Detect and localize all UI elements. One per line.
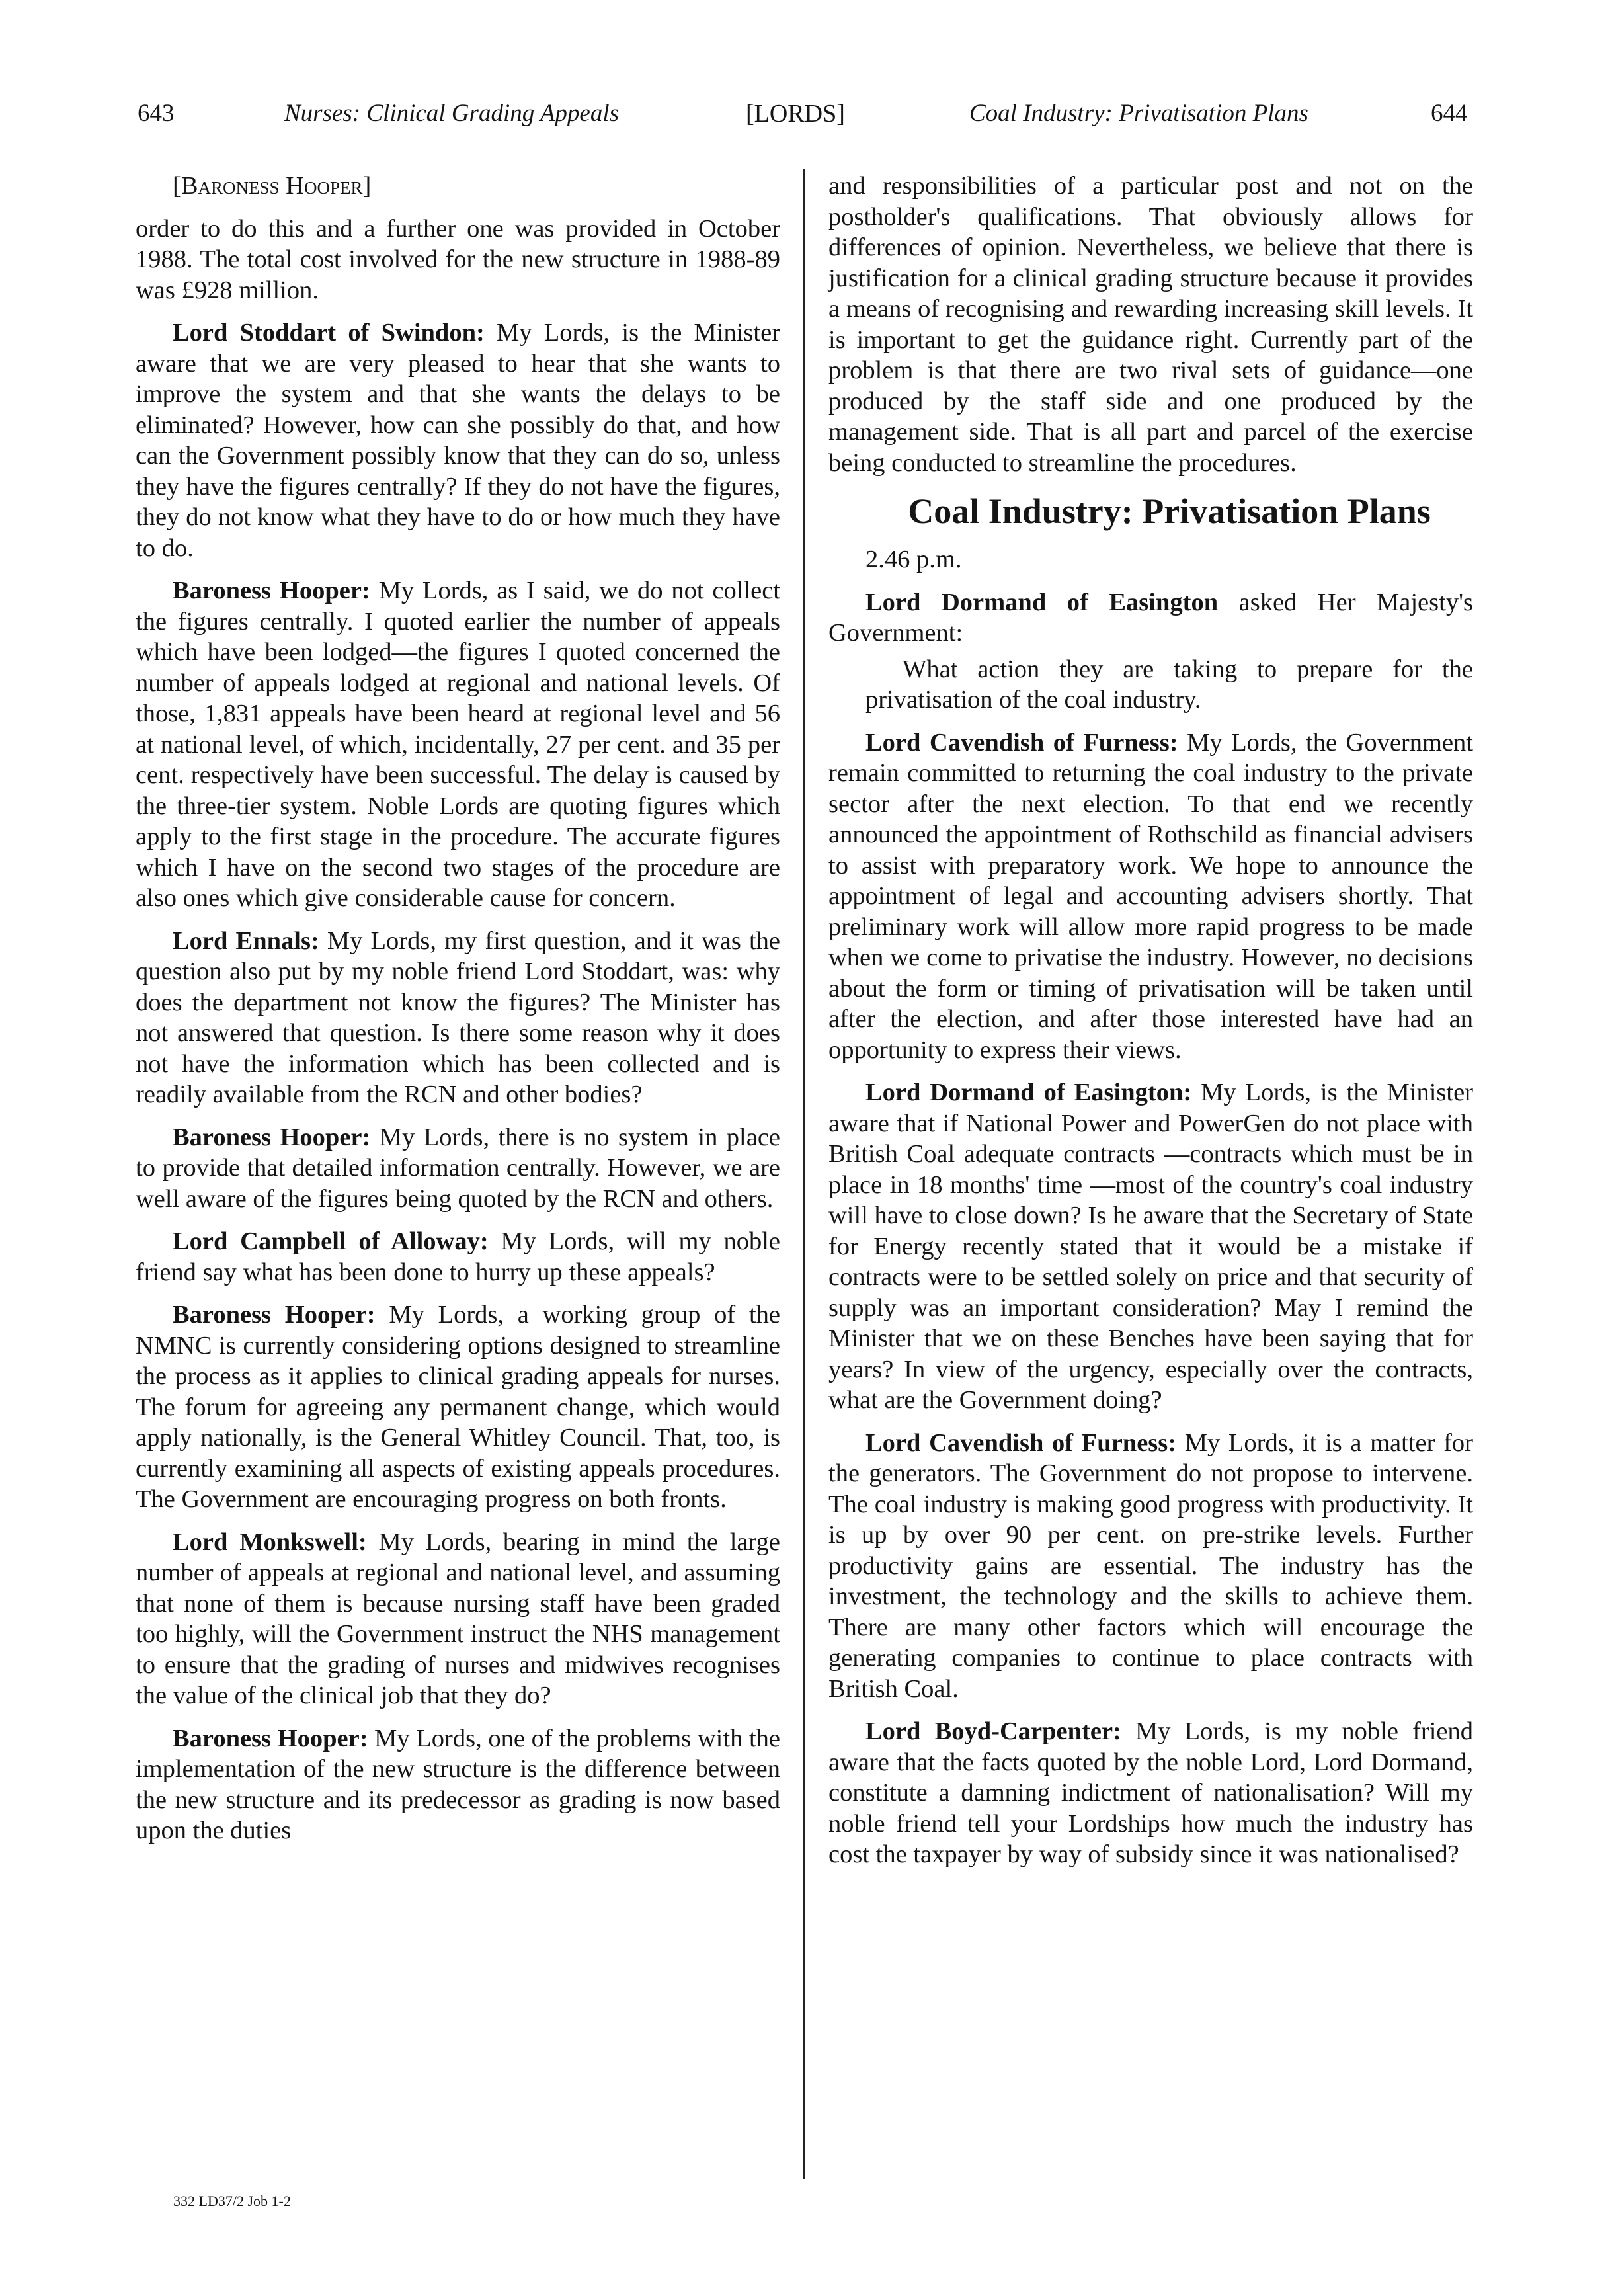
speech-text: My Lords, a working group of the NMNC is currently considering options designed to streamline the process as it applies to clinical grading appeals for nurses. The forum for agreeing any permanent change, which would apply nationally, is the General Whitley Council. That, too, is currently examining all aspects of existing appeals procedures. The Government are encouraging progress on both fronts. [136,1301,780,1513]
question-text: What action they are taking to prepare for the privatisation of the coal industry. [865,655,1473,714]
speaker-name: Baroness Hooper: [173,1123,371,1151]
speech-text: My Lords, the Government remain committed to returning the coal industry to the private sector after the next election. To that end we recently announced the appointment of Rothschild as financial advisers to assist with preparatory work. We hope to announce the appointment of legal and accounting advisers shortly. That preliminary work will allow more rapid progress to be made when we come to privatise the industry. However, no decisions about the form or timing of privatisation will be taken until after the election, and after those interested have had an opportunity to express their views. [828,728,1473,1064]
section-title: Coal Industry: Privatisation Plans [908,491,1431,531]
speech-text: My Lords, is the Minister aware that we are very pleased to hear that she wants to improve the system and that she wants the delays to be eliminated? However, how can she possibly do that, and how can the Government possibly know that they can do so, unless they have the figures centrally? If they do not have the figures, they do not know what they have to do or how much they have to do. [136,319,780,562]
debate-paragraph [828,1077,1473,1416]
speaker-name: Lord Dormand of Easington: [865,1079,1192,1106]
page-number-right: 644 [1431,100,1468,127]
house-label: [LORDS] [746,100,845,128]
speech-text: My Lords, as I said, we do not collect the figures centrally. I quoted earlier the number of appeals which have been lodged—the figures I quoted concerned the number of appeals lodged at regional and national levels. Of those, 1,831 appeals have been heard at regional level and 56 at national level, of which, incidentally, 27 per cent. and 35 per cent. respectively have been successful. The delay is caused by the three-tier system. Noble Lords are quoting figures which apply to the first stage in the procedure. The accurate figures which I have on the second two stages of the procedure are also ones which give considerable cause for concern. [136,577,780,912]
running-title-left: Nurses: Clinical Grading Appeals [284,100,620,127]
speech-text: My Lords, bearing in mind the large number of appeals at regional and national level, and assuming that none of them is because nursing staff have been graded too highly, will the Government instruct the NHS management to ensure that the grading of nurses and midwives recognises the value of the clinical job that they do? [136,1528,780,1709]
speaker-name: Baroness Hooper: [173,577,370,604]
speech-text: asked Her Majesty's Government: [828,588,1473,647]
debate-paragraph [828,1428,1473,1705]
speech-text: My Lords, there is no system in place to provide that detailed information centrally. However, we are well aware of the figures being quoted by the RCN and others. [136,1123,780,1213]
continuation-paragraph: and responsibilities of a particular post and not on the postholder's qualifications. That obviously allows for differences of opinion. Nevertheless, we believe that there is justification for a clinical grading structure because it provides a means of recognising and rewarding increasing skill levels. It is important to get the guidance right. Currently part of the problem is that there are two rival sets of guidance—one produced by the staff side and one produced by the management side. That is all part and parcel of the exercise being conducted to streamline the procedures. [828,172,1473,477]
speaker-name: Baroness Hooper: [173,1724,368,1752]
speaker-name: Lord Ennals: [173,926,319,955]
speaker-name: Lord Dormand of Easington [865,588,1219,616]
debate-paragraph [136,1527,780,1711]
debate-paragraph [136,317,780,563]
debate-paragraph [136,1122,780,1215]
debate-paragraph [136,214,780,306]
speech-text: My Lords, my first question, and it was the question also put by my noble friend Lord Stoddart, was: why does the department not know the figures? The Minister has not answered that question. Is there some reason why it does not have the information which has been collected and is readily available from the RCN and other bodies? [136,926,781,1108]
running-header [0,99,1608,152]
speaker-name: Baroness Hooper: [173,1301,376,1329]
running-title-right: Coal Industry: Privatisation Plans [969,100,1308,127]
debate-paragraph [828,1716,1473,1870]
speech-text: My Lords, is the Minister aware that if National Power and PowerGen do not place with British Coal adequate contracts —contracts which must be in place in 18 months' time —most of the country's coal industry will have to close down? Is he aware that the Secretary of State for Energy recently stated that it would be a mistake if contracts were to be settled solely on price and that security of supply was an important consideration? May I remind the Minister that we on these Benches have been saying that for years? In view of the urgency, especially over the contracts, what are the Government doing? [828,1079,1473,1414]
speaker-name: Lord Stoddart of Swindon: [173,319,485,347]
speech-text: order to do this and a further one was provided in October 1988. The total cost involved for the new structure in 1988-89 was £928 million. [136,214,780,304]
left-column [136,171,780,1858]
debate-paragraph [828,727,1473,1066]
debate-paragraph [136,575,780,914]
debate-paragraph [136,1299,780,1515]
debate-paragraph [136,926,780,1110]
speech-text: My Lords, will my noble friend say what has been done to hurry up these appeals? [136,1227,780,1286]
column-divider [803,169,805,2179]
speech-text: My Lords, it is a matter for the generators. The Government do not propose to intervene. The coal industry is making good progress with productivity. It is up by over 90 per cent. on pre-strike levels. Further productivity gains are essential. The industry has the investment, the technology and the skills to achieve them. There are many other factors which will encourage the generating companies to continue to place contracts with British Coal. [828,1428,1473,1703]
question-intro [828,587,1473,649]
speaker-name: Lord Monkswell: [173,1528,367,1556]
speaker-name: Lord Boyd-Carpenter: [865,1717,1121,1745]
speaker-name: Lord Campbell of Alloway: [173,1227,489,1255]
sitting-time: 2.46 p.m. [865,546,962,573]
right-column [828,171,1473,1882]
speaker-name: Lord Cavendish of Furness: [865,728,1178,757]
continuation-speaker: [Baroness Hooper] [173,172,372,200]
print-job-code: 332 LD37/2 Job 1-2 [173,2193,291,2209]
speech-text: My Lords, is my noble friend aware that the facts quoted by the noble Lord, Lord Dormand, constitute a damning indictment of nationalisation? Will my noble friend tell your Lordships how much the industry has cost the taxpayer by way of subsidy since it was nationalised? [828,1717,1473,1868]
speech-text: My Lords, one of the problems with the implementation of the new structure is the difference between the new structure and its predecessor as grading is now based upon the duties [136,1724,780,1844]
debate-paragraph [136,1723,780,1846]
page-number-left: 643 [138,100,175,127]
debate-paragraph [136,1226,780,1288]
speaker-name: Lord Cavendish of Furness: [865,1428,1177,1457]
